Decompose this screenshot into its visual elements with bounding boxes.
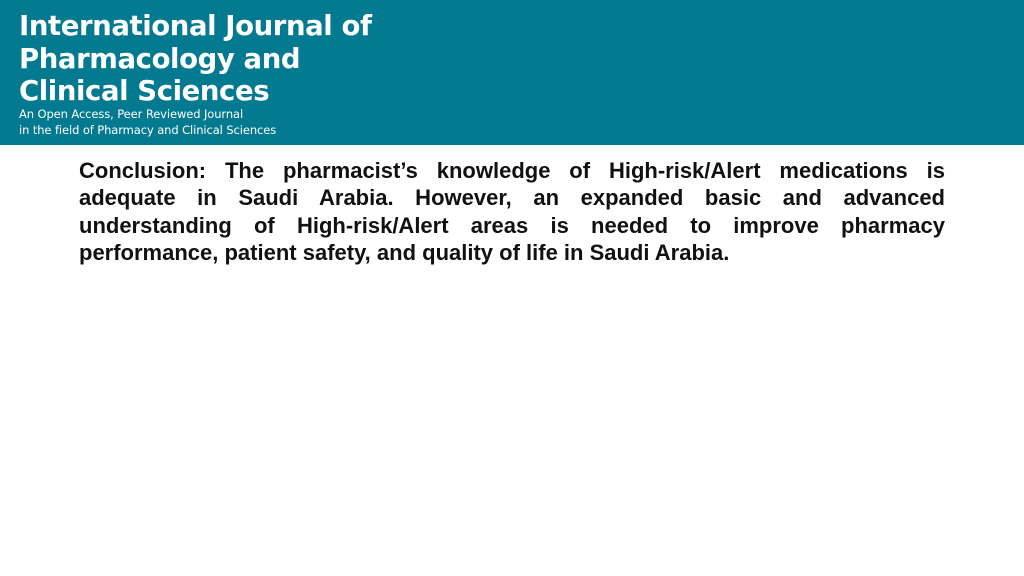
- journal-title-line-1: International Journal of: [19, 10, 372, 42]
- journal-title-line-2: Pharmacology and: [19, 42, 301, 75]
- journal-tagline-line-2: in the field of Pharmacy and Clinical Sciences: [19, 123, 277, 137]
- conclusion-label: Conclusion:: [79, 158, 207, 183]
- journal-tagline-line-1: An Open Access, Peer Reviewed Journal: [19, 107, 244, 121]
- journal-title: [19, 10, 372, 108]
- conclusion-text: The pharmacist’s knowledge of High-risk/Alert medications is adequate in Saudi Arabia. However, an expanded basic and advanced understanding of High-risk/Alert areas is needed to improve pharmacy performance, patient safety, and quality of life in Saudi Arabia.: [79, 158, 945, 266]
- conclusion-paragraph: [79, 157, 945, 267]
- journal-title-line-3: Clinical Sciences: [19, 75, 270, 107]
- journal-header-banner: [0, 0, 1024, 145]
- journal-tagline: [19, 106, 276, 138]
